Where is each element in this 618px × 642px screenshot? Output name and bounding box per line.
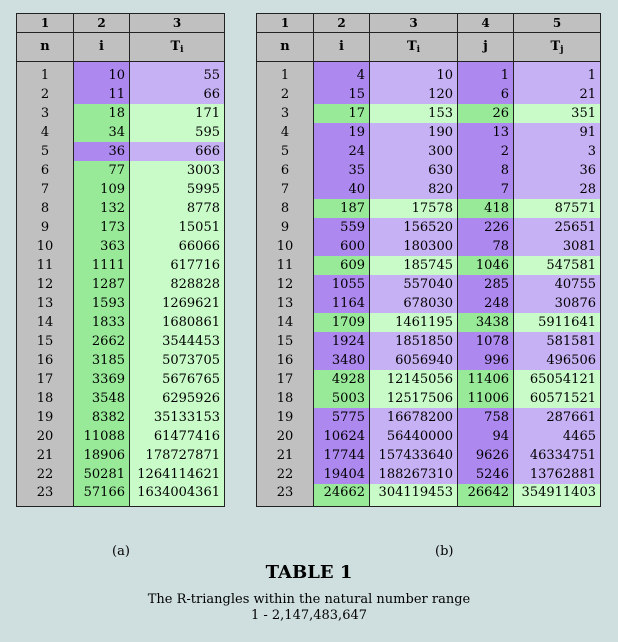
table-cell: 6295926 [130, 389, 225, 408]
table-row [257, 161, 601, 180]
table-cell: 78 [458, 237, 514, 256]
row-number-cell: 11 [17, 256, 74, 275]
table-cell: 3544453 [130, 332, 225, 351]
table-cell: 178727871 [130, 446, 225, 465]
row-number-cell: 11 [257, 256, 314, 275]
table-cell: 300 [370, 142, 458, 161]
column-header [74, 33, 130, 62]
table-cell: 30876 [514, 294, 601, 313]
table-cell: 1461195 [370, 313, 458, 332]
table-cell: 17578 [370, 199, 458, 218]
row-number-cell: 17 [17, 370, 74, 389]
table-cell: 595 [130, 123, 225, 142]
table-cell: 15 [314, 85, 370, 104]
table-cell: 120 [370, 85, 458, 104]
table-cell: 1111 [74, 256, 130, 275]
table-cell: 559 [314, 218, 370, 237]
column-number: 3 [130, 14, 225, 33]
table-cell: 60571521 [514, 389, 601, 408]
table-cell: 557040 [370, 275, 458, 294]
table-cell: 185745 [370, 256, 458, 275]
row-number-cell: 23 [257, 484, 314, 507]
table-cell: 17744 [314, 446, 370, 465]
row-number-cell: 13 [17, 294, 74, 313]
column-header [130, 33, 225, 62]
column-number: 3 [370, 14, 458, 33]
table-a [16, 13, 225, 507]
row-number-cell: 9 [17, 218, 74, 237]
table-cell: 1709 [314, 313, 370, 332]
table-cell: 10 [74, 62, 130, 85]
table-cell: 77 [74, 161, 130, 180]
table-cell: 61477416 [130, 427, 225, 446]
column-header [17, 33, 74, 62]
table-row [257, 180, 601, 199]
column-header-label: T [406, 39, 417, 54]
table-cell: 40 [314, 180, 370, 199]
table-cell: 617716 [130, 256, 225, 275]
table-cell: 4928 [314, 370, 370, 389]
table-a-label: (a) [112, 544, 130, 559]
row-number-cell: 8 [257, 199, 314, 218]
table-cell: 609 [314, 256, 370, 275]
table-cell: 3438 [458, 313, 514, 332]
table-cell: 10624 [314, 427, 370, 446]
table-row [257, 313, 601, 332]
table-cell: 828828 [130, 275, 225, 294]
table-cell: 9626 [458, 446, 514, 465]
table-cell: 820 [370, 180, 458, 199]
table-row [257, 465, 601, 484]
table-row [17, 123, 225, 142]
table-cell: 678030 [370, 294, 458, 313]
table-cell: 94 [458, 427, 514, 446]
column-header [257, 33, 314, 62]
table-cell: 173 [74, 218, 130, 237]
table-cell: 600 [314, 237, 370, 256]
row-number-cell: 1 [17, 62, 74, 85]
row-number-cell: 2 [257, 85, 314, 104]
table-cell: 157433640 [370, 446, 458, 465]
table-cell: 5911641 [514, 313, 601, 332]
table-row [17, 427, 225, 446]
table-row [257, 85, 601, 104]
table-b [256, 13, 601, 507]
caption-line-2: 1 - 2,147,483,647 [250, 608, 368, 623]
column-header-label: T [170, 39, 181, 54]
table-cell: 132 [74, 199, 130, 218]
table-cell: 758 [458, 408, 514, 427]
row-number-cell: 12 [17, 275, 74, 294]
row-number-cell: 20 [17, 427, 74, 446]
table-cell: 36 [74, 142, 130, 161]
table-cell: 1264114621 [130, 465, 225, 484]
table-cell: 1851850 [370, 332, 458, 351]
row-number-cell: 14 [17, 313, 74, 332]
table-cell: 3480 [314, 351, 370, 370]
table-cell: 21 [514, 85, 601, 104]
table-cell: 8 [458, 161, 514, 180]
table-cell: 666 [130, 142, 225, 161]
table-cell: 1924 [314, 332, 370, 351]
table-cell: 6 [458, 85, 514, 104]
table-row [257, 275, 601, 294]
column-header-label: i [99, 39, 104, 54]
table-cell: 66066 [130, 237, 225, 256]
table-row [17, 237, 225, 256]
table-row [257, 484, 601, 507]
column-header-subscript: i [416, 45, 421, 55]
table-cell: 5003 [314, 389, 370, 408]
table-row [17, 199, 225, 218]
row-number-cell: 16 [257, 351, 314, 370]
table-cell: 91 [514, 123, 601, 142]
table-cell: 1164 [314, 294, 370, 313]
table-cell: 1 [458, 62, 514, 85]
table-row [257, 256, 601, 275]
table-cell: 25651 [514, 218, 601, 237]
table-cell: 13 [458, 123, 514, 142]
table-row [17, 104, 225, 123]
column-header [458, 33, 514, 62]
table-row [17, 389, 225, 408]
table-cell: 354911403 [514, 484, 601, 507]
table-row [257, 427, 601, 446]
table-row [17, 142, 225, 161]
row-number-cell: 22 [257, 465, 314, 484]
row-number-cell: 5 [17, 142, 74, 161]
table-cell: 996 [458, 351, 514, 370]
column-header-subscript: i [180, 45, 184, 55]
row-number-cell: 10 [257, 237, 314, 256]
table-cell: 351 [514, 104, 601, 123]
table-title: TABLE 1 [265, 562, 353, 583]
column-number: 1 [257, 14, 314, 33]
table-cell: 12145056 [370, 370, 458, 389]
table-cell: 156520 [370, 218, 458, 237]
table-cell: 547581 [514, 256, 601, 275]
row-number-cell: 14 [257, 313, 314, 332]
table-row [17, 180, 225, 199]
column-header-subscript: j [560, 45, 564, 55]
table-b-label: (b) [435, 544, 454, 559]
row-number-cell: 16 [17, 351, 74, 370]
table-cell: 1833 [74, 313, 130, 332]
table-cell: 19 [314, 123, 370, 142]
table-cell: 171 [130, 104, 225, 123]
column-number: 1 [17, 14, 74, 33]
row-number-cell: 17 [257, 370, 314, 389]
row-number-cell: 3 [17, 104, 74, 123]
table-cell: 153 [370, 104, 458, 123]
table-cell: 187 [314, 199, 370, 218]
table-cell: 1680861 [130, 313, 225, 332]
table-cell: 630 [370, 161, 458, 180]
row-number-cell: 20 [257, 427, 314, 446]
table-cell: 24662 [314, 484, 370, 507]
table-cell: 11406 [458, 370, 514, 389]
table-cell: 363 [74, 237, 130, 256]
table-cell: 3003 [130, 161, 225, 180]
table-cell: 3369 [74, 370, 130, 389]
table-row [17, 446, 225, 465]
table-row [257, 62, 601, 85]
table-cell: 65054121 [514, 370, 601, 389]
table-cell: 7 [458, 180, 514, 199]
table-cell: 24 [314, 142, 370, 161]
row-number-cell: 4 [257, 123, 314, 142]
table-cell: 1078 [458, 332, 514, 351]
row-number-cell: 15 [257, 332, 314, 351]
table-cell: 418 [458, 199, 514, 218]
row-number-cell: 19 [257, 408, 314, 427]
row-number-cell: 9 [257, 218, 314, 237]
row-number-cell: 12 [257, 275, 314, 294]
table-row [17, 370, 225, 389]
table-row [257, 446, 601, 465]
table-cell: 4465 [514, 427, 601, 446]
table-cell: 56440000 [370, 427, 458, 446]
column-number: 2 [74, 14, 130, 33]
row-number-cell: 18 [257, 389, 314, 408]
table-row [257, 408, 601, 427]
table-cell: 1593 [74, 294, 130, 313]
table-row [257, 199, 601, 218]
table-row [257, 389, 601, 408]
table-row [17, 256, 225, 275]
table-cell: 1 [514, 62, 601, 85]
table-cell: 109 [74, 180, 130, 199]
row-number-cell: 22 [17, 465, 74, 484]
column-header [370, 33, 458, 62]
table-cell: 87571 [514, 199, 601, 218]
column-number: 4 [458, 14, 514, 33]
table-row [17, 484, 225, 507]
table-cell: 15051 [130, 218, 225, 237]
table-row [257, 142, 601, 161]
row-number-cell: 21 [17, 446, 74, 465]
table-cell: 3 [514, 142, 601, 161]
table-row [17, 351, 225, 370]
table-cell: 2 [458, 142, 514, 161]
table-cell: 18906 [74, 446, 130, 465]
table-cell: 287661 [514, 408, 601, 427]
table-cell: 46334751 [514, 446, 601, 465]
column-header [314, 33, 370, 62]
column-header-label: n [280, 39, 290, 54]
table-cell: 35133153 [130, 408, 225, 427]
table-cell: 66 [130, 85, 225, 104]
table-cell: 55 [130, 62, 225, 85]
table-cell: 16678200 [370, 408, 458, 427]
row-number-cell: 7 [17, 180, 74, 199]
row-number-cell: 6 [17, 161, 74, 180]
table-row [257, 370, 601, 389]
table-cell: 3081 [514, 237, 601, 256]
table-cell: 190 [370, 123, 458, 142]
table-row [17, 62, 225, 85]
row-number-cell: 7 [257, 180, 314, 199]
table-cell: 581581 [514, 332, 601, 351]
table-cell: 35 [314, 161, 370, 180]
table-cell: 8382 [74, 408, 130, 427]
table-cell: 19404 [314, 465, 370, 484]
table-row [17, 465, 225, 484]
table-cell: 188267310 [370, 465, 458, 484]
row-number-cell: 23 [17, 484, 74, 507]
row-number-cell: 3 [257, 104, 314, 123]
row-number-cell: 2 [17, 85, 74, 104]
table-cell: 285 [458, 275, 514, 294]
row-number-cell: 18 [17, 389, 74, 408]
table-cell: 5676765 [130, 370, 225, 389]
row-number-cell: 5 [257, 142, 314, 161]
table-row [257, 294, 601, 313]
table-row [257, 104, 601, 123]
table-row [17, 218, 225, 237]
table-cell: 304119453 [370, 484, 458, 507]
table-cell: 496506 [514, 351, 601, 370]
table-cell: 36 [514, 161, 601, 180]
table-row [257, 218, 601, 237]
row-number-cell: 6 [257, 161, 314, 180]
table-cell: 13762881 [514, 465, 601, 484]
table-row [257, 351, 601, 370]
table-row [17, 294, 225, 313]
table-cell: 10 [370, 62, 458, 85]
table-cell: 8778 [130, 199, 225, 218]
table-cell: 1269621 [130, 294, 225, 313]
table-cell: 11006 [458, 389, 514, 408]
column-number: 5 [514, 14, 601, 33]
table-cell: 5775 [314, 408, 370, 427]
table-row [17, 161, 225, 180]
caption-line-1: The R-triangles within the natural number range [147, 592, 471, 607]
table-cell: 180300 [370, 237, 458, 256]
table-cell: 1287 [74, 275, 130, 294]
table-cell: 40755 [514, 275, 601, 294]
table-cell: 5246 [458, 465, 514, 484]
column-number: 2 [314, 14, 370, 33]
table-cell: 1055 [314, 275, 370, 294]
table-row [257, 123, 601, 142]
row-number-cell: 15 [17, 332, 74, 351]
table-cell: 34 [74, 123, 130, 142]
table-cell: 3185 [74, 351, 130, 370]
table-row [257, 237, 601, 256]
column-header-label: i [339, 39, 344, 54]
table-cell: 3548 [74, 389, 130, 408]
table-cell: 248 [458, 294, 514, 313]
row-number-cell: 19 [17, 408, 74, 427]
table-row [17, 332, 225, 351]
column-header-label: T [550, 39, 561, 54]
row-number-cell: 1 [257, 62, 314, 85]
row-number-cell: 10 [17, 237, 74, 256]
row-number-cell: 13 [257, 294, 314, 313]
table-cell: 57166 [74, 484, 130, 507]
table-cell: 11 [74, 85, 130, 104]
table-cell: 6056940 [370, 351, 458, 370]
table-cell: 5995 [130, 180, 225, 199]
table-cell: 26642 [458, 484, 514, 507]
table-cell: 11088 [74, 427, 130, 446]
table-row [17, 408, 225, 427]
row-number-cell: 21 [257, 446, 314, 465]
row-number-cell: 4 [17, 123, 74, 142]
table-cell: 26 [458, 104, 514, 123]
table-row [17, 275, 225, 294]
table-cell: 4 [314, 62, 370, 85]
table-cell: 28 [514, 180, 601, 199]
table-cell: 1046 [458, 256, 514, 275]
table-cell: 5073705 [130, 351, 225, 370]
table-row [17, 313, 225, 332]
column-header-label: n [40, 39, 50, 54]
table-cell: 17 [314, 104, 370, 123]
row-number-cell: 8 [17, 199, 74, 218]
table-cell: 226 [458, 218, 514, 237]
column-header-label: j [483, 39, 488, 54]
table-cell: 1634004361 [130, 484, 225, 507]
table-cell: 12517506 [370, 389, 458, 408]
table-row [257, 332, 601, 351]
column-header [514, 33, 601, 62]
table-cell: 50281 [74, 465, 130, 484]
table-cell: 2662 [74, 332, 130, 351]
table-row [17, 85, 225, 104]
table-cell: 18 [74, 104, 130, 123]
